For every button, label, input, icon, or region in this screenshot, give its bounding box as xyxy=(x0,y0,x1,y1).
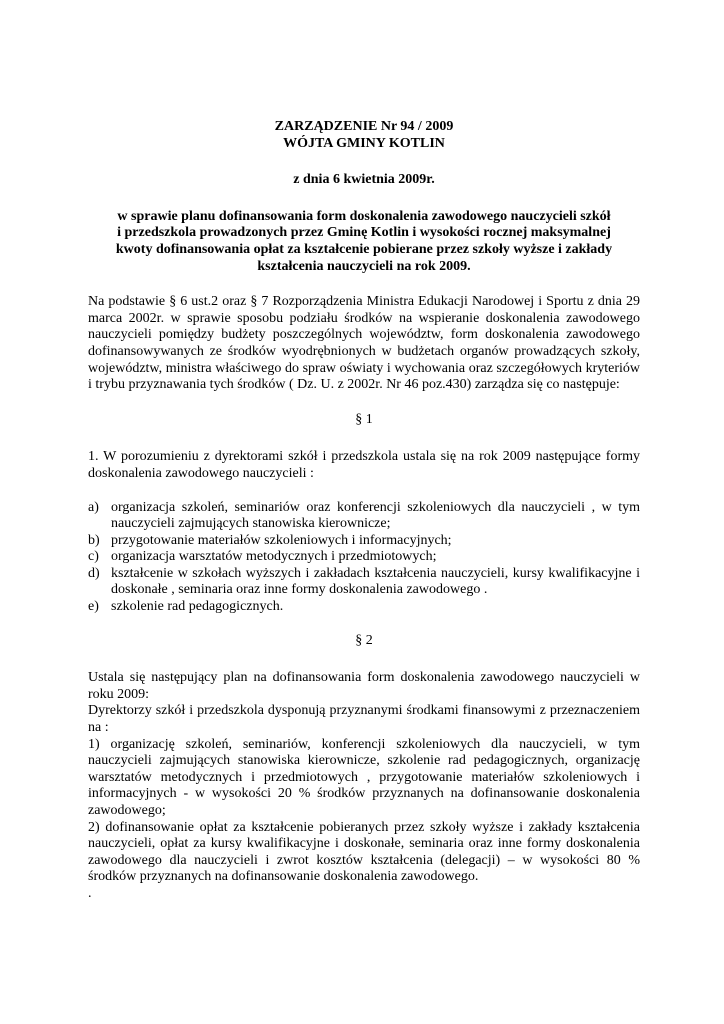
list-marker: a) xyxy=(88,499,99,515)
issuer-title: WÓJTA GMINY KOTLIN xyxy=(283,135,445,151)
list-marker: d) xyxy=(88,565,100,581)
list-marker: c) xyxy=(88,549,99,565)
document-title: ZARZĄDZENIE Nr 94 / 2009 xyxy=(274,119,454,134)
document-date: z dnia 6 kwietnia 2009r. xyxy=(293,172,435,188)
list-item-text: organizacja warsztatów metodycznych i przedmiotowych; xyxy=(111,549,437,565)
list-item-text: kształcenie w szkołach wyższych i zakładach kształcenia nauczycieli, kursy kwalifikacyjne i doskonałe , seminaria oraz inne formy doskonalenia zawodowego . xyxy=(111,565,640,598)
subject-line: w sprawie planu dofinansowania form doskonalenia zawodowego nauczycieli szkół xyxy=(117,208,611,224)
section-2-point-1: 1) organizację szkoleń, seminariów, konferencji szkoleniowych dla nauczycieli, w tym nauczycieli zajmujących stanowiska kierownicze, szkolenie rad pedagogicznych, organizację warsztatów metodycznych i przedmiotowych , przygotowanie materiałów szkoleniowych i informacyjnych - w wysokości 20 % środków przyznanych na dofinansowanie doskonalenia zawodowego; xyxy=(88,736,640,818)
document-heading xyxy=(88,119,640,152)
list-item xyxy=(88,599,640,616)
legal-basis-paragraph: Na podstawie § 6 ust.2 oraz § 7 Rozporządzenia Ministra Edukacji Narodowej i Sportu z dnia 29 marca 2002r. w sprawie sposobu podziału środków na wspieranie doskonalenia zawodowego nauczycieli pomiędzy budżety poszczególnych województw, form doskonalenia zawodowego dofinansowywanych ze środków wyodrębnionych w budżetach organów prowadzących szkoły, województw, ministra właściwego do spraw oświaty i wychowania oraz szczegółowych kryteriów i trybu przyznawania tych środków ( Dz. U. z 2002r. Nr 46 poz.430) zarządza się co następuje: xyxy=(88,294,640,393)
list-marker: e) xyxy=(88,599,99,615)
subject-line: kształcenia nauczycieli na rok 2009. xyxy=(257,258,471,274)
section-1-sign: § 1 xyxy=(355,411,373,427)
list-item-text: przygotowanie materiałów szkoleniowych i informacyjnych; xyxy=(111,532,452,548)
document-body xyxy=(88,119,640,903)
list-item xyxy=(88,549,640,566)
section-2-directors-line: Dyrektorzy szkół i przedszkola dysponują przyznanymi środkami finansowymi z przeznaczeniem na : xyxy=(88,703,640,736)
trailing-dot: . xyxy=(88,885,92,901)
list-item xyxy=(88,566,640,599)
list-item-text: szkolenie rad pedagogicznych. xyxy=(111,599,284,615)
list-item-text: organizacja szkoleń, seminariów oraz konferencji szkoleniowych dla nauczycieli , w tym nauczycieli zajmujących stanowiska kierownicze; xyxy=(111,499,640,532)
subject-line: i przedszkola prowadzonych przez Gminę Kotlin i wysokości rocznej maksymalnej xyxy=(117,225,611,241)
list-item xyxy=(88,500,640,533)
list-item xyxy=(88,533,640,550)
training-forms-list xyxy=(88,500,640,616)
section-2-point-2: 2) dofinansowanie opłat za kształcenie pobieranych przez szkoły wyższe i zakłady kształcenia nauczycieli, opłat za kursy kwalifikacyjne i doskonałe, seminaria oraz inne formy doskonalenia zawodowego dla nauczycieli i zwrot kosztów kształcenia (delegacji) – w wysokości 80 % środków przyznanych na dofinansowanie doskonalenia zawodowego. xyxy=(88,819,640,885)
document-subject xyxy=(88,209,640,275)
subject-line: kwoty dofinansowania opłat za kształcenie pobierane przez szkoły wyższe i zakłady xyxy=(115,241,613,257)
section-2-sign: § 2 xyxy=(355,632,373,648)
section-2-plan-intro: Ustala się następujący plan na dofinansowania form doskonalenia zawodowego nauczycieli w roku 2009: xyxy=(88,670,640,702)
list-marker: b) xyxy=(88,532,100,548)
section-1-paragraph: 1. W porozumieniu z dyrektorami szkół i przedszkola ustala się na rok 2009 następujące formy doskonalenia zawodowego nauczycieli : xyxy=(88,449,640,481)
